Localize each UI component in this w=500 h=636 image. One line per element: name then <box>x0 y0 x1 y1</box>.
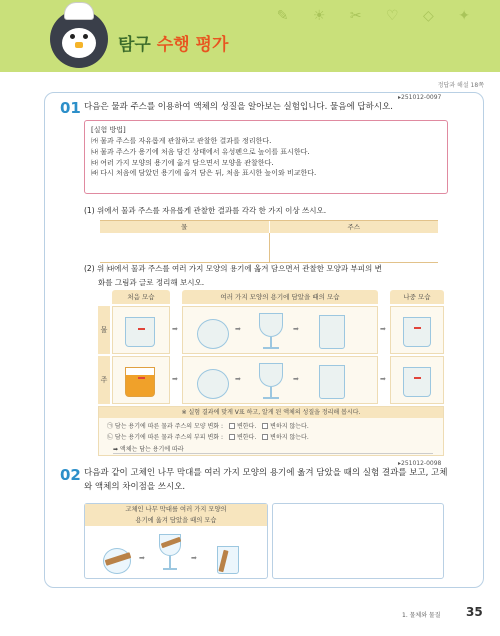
juice-various-cell <box>182 356 378 404</box>
page-title: 탐구 수행 평가 <box>118 35 229 55</box>
header-decoration: ✎ ☀ ✂ ♡ ◇ ✦ <box>276 8 480 24</box>
height-mark <box>138 377 145 379</box>
q2-code: ▸251012-0098 <box>398 460 442 467</box>
juice-final-cell <box>390 356 444 404</box>
answer-reference: 정답과 해설 18쪽 <box>437 82 484 89</box>
experiment-method-box <box>84 120 448 194</box>
wine-glass-icon <box>259 313 283 337</box>
arrow-icon: ➡ <box>380 325 386 333</box>
arrow-icon: ➡ <box>191 554 197 562</box>
method-step: ㈑ 다시 처음에 담았던 용기에 옮겨 담은 뒤, 처음 표시한 높이와 비교한다. <box>91 169 317 178</box>
arrow-icon: ➡ <box>172 325 178 333</box>
juice-initial-cell <box>112 356 170 404</box>
method-step: ㈐ 여러 가지 모양의 용기에 옮겨 담으면서 모양을 관찰한다. <box>91 158 274 167</box>
q2-text-line2: 와 액체의 차이점을 쓰시오. <box>84 482 186 492</box>
q2-text-line1: 다음과 같이 고체인 나무 막대를 여러 가지 모양의 용기에 옮겨 담았을 때의 실험 결과를 보고, 고체 <box>84 468 448 478</box>
arrow-icon: ➡ <box>139 554 145 562</box>
q1-code: ▸251012-0097 <box>398 94 442 101</box>
checkbox-volume-unchanged[interactable] <box>262 434 268 440</box>
mascot-penguin-icon <box>50 10 108 68</box>
observation-table <box>100 220 438 262</box>
method-step: ㈎ 물과 주스를 자유롭게 관찰하고 관찰한 결과를 정리한다. <box>91 136 272 145</box>
experiment-drawing-table <box>98 290 444 456</box>
water-final-cell <box>390 306 444 354</box>
tall-cup-icon <box>319 315 345 349</box>
checkbox-volume-changed[interactable] <box>229 434 235 440</box>
checkbox-shape-changed[interactable] <box>229 423 235 429</box>
arrow-icon: ➡ <box>293 375 299 383</box>
arrow-icon: ➡ <box>235 325 241 333</box>
conclusion-answer-line[interactable]: ➡ 액체는 담는 용기에 따라 <box>113 444 433 454</box>
round-bowl-icon <box>197 369 229 399</box>
q1-subquestion-1: (1) 위에서 물과 주스를 자유롭게 관찰한 결과를 각각 한 가지 이상 쓰시오. <box>84 206 327 215</box>
water-initial-cell <box>112 306 170 354</box>
conclusion-box <box>98 406 444 456</box>
water-various-cell <box>182 306 378 354</box>
header-various: 여러 가지 모양의 용기에 담았을 때의 모습 <box>182 290 378 304</box>
arrow-icon: ➡ <box>293 325 299 333</box>
arrow-icon: ➡ <box>380 375 386 383</box>
header-final: 나중 모습 <box>390 290 444 304</box>
wine-glass-icon <box>259 363 283 387</box>
table-header-juice: 주스 <box>269 221 439 233</box>
row-label-water: 물 <box>98 306 110 354</box>
footer-section-title: 1. 물체와 물질 <box>402 612 441 619</box>
mug-icon <box>403 317 431 347</box>
conclusion-volume-line: ㉡ 담는 용기에 따른 물과 주스의 부피 변화 : 변한다. 변하지 않는다. <box>107 434 309 441</box>
round-bowl-icon <box>197 319 229 349</box>
checkbox-shape-unchanged[interactable] <box>262 423 268 429</box>
conclusion-title: ※ 실험 결과에 맞게 V표 하고, 알게 된 액체의 성질을 정리해 봅시다. <box>99 407 443 418</box>
page-number: 35 <box>466 605 483 619</box>
height-mark <box>138 328 145 330</box>
arrow-icon: ➡ <box>235 375 241 383</box>
mug-icon <box>403 367 431 397</box>
wood-stick-illustration-box <box>84 503 268 579</box>
conclusion-shape-line: ㉠ 담는 용기에 따른 물과 주스의 모양 변화 : 변한다. 변하지 않는다. <box>107 423 309 430</box>
wood-box-header: 고체인 나무 막대를 여러 가지 모양의 용기에 옮겨 담았을 때의 모습 <box>85 504 267 526</box>
q1-number: 01 <box>60 99 81 117</box>
table-header-water: 물 <box>181 223 188 231</box>
q2-number: 02 <box>60 466 81 484</box>
height-mark <box>414 327 421 329</box>
method-title: [실험 방법] <box>91 126 126 134</box>
q1-subquestion-2-line1: (2) 위 ㈐에서 물과 주스를 여러 가지 모양의 용기에 옮겨 담으면서 관찰한 모양과 부피의 변 <box>84 264 382 273</box>
row-label-juice: 주 <box>98 356 110 404</box>
arrow-icon: ➡ <box>172 375 178 383</box>
method-step: ㈏ 물과 주스가 용기에 처음 담긴 상태에서 유성펜으로 높이를 표시한다. <box>91 147 310 156</box>
answer-cell-water[interactable] <box>100 233 269 262</box>
header-initial: 처음 모습 <box>112 290 170 304</box>
height-mark <box>414 377 421 379</box>
juice-mug-icon <box>125 367 155 397</box>
answer-cell-juice[interactable] <box>269 233 439 262</box>
q1-subquestion-2-line2: 화를 그림과 글로 정리해 보시오. <box>98 278 205 287</box>
mug-icon <box>125 317 155 347</box>
q2-answer-box[interactable] <box>272 503 444 579</box>
tall-cup-icon <box>319 365 345 399</box>
q1-text: 다음은 물과 주스를 이용하여 액체의 성질을 알아보는 실험입니다. 물음에 답하시오. <box>84 102 393 112</box>
page-header <box>0 0 500 72</box>
